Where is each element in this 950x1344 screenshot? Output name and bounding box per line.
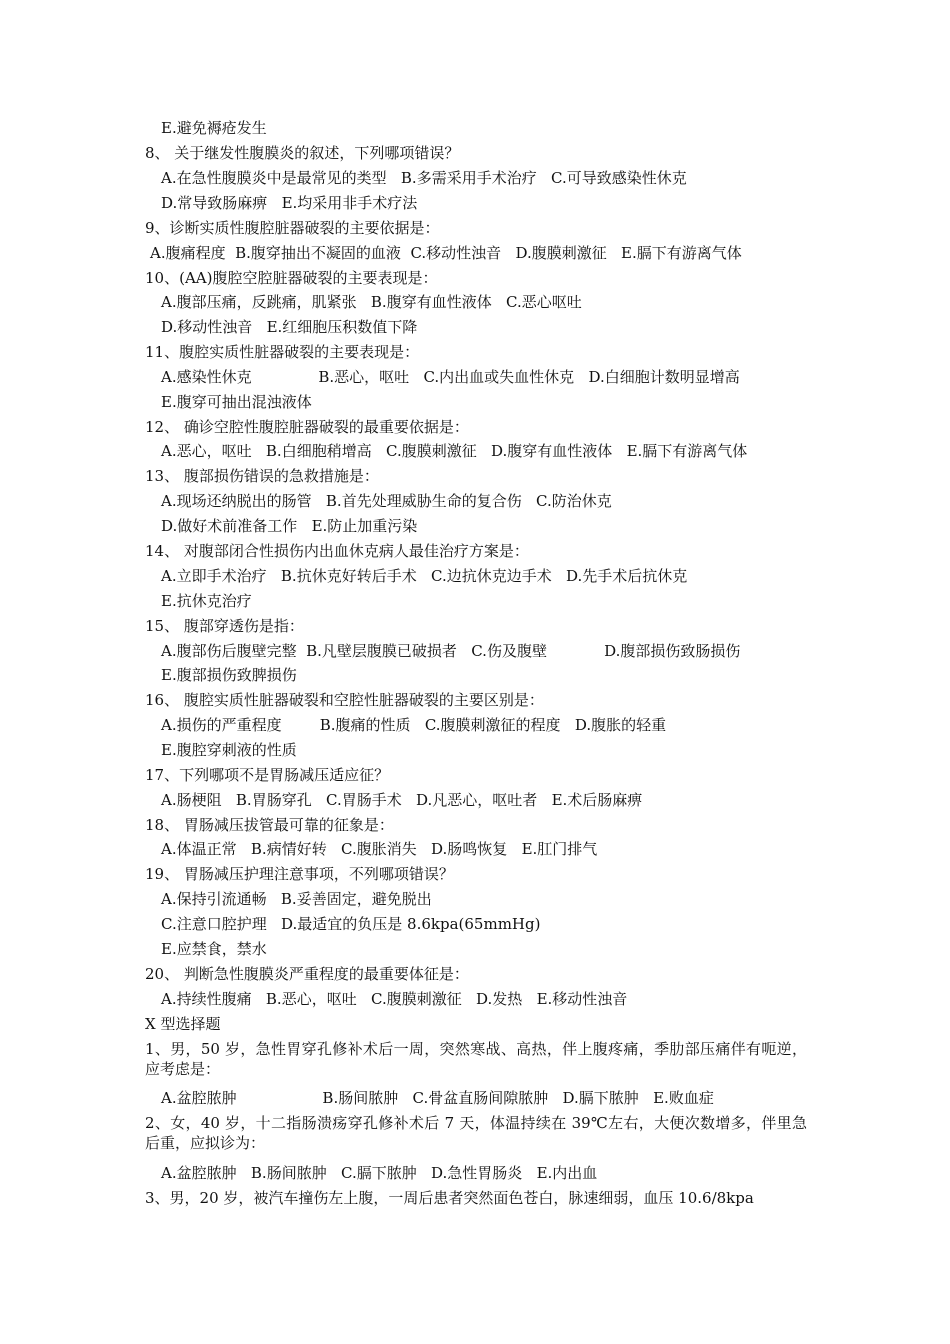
section-heading: X 型选择题	[145, 1015, 221, 1033]
option-line: E.抗休克治疗	[161, 592, 252, 610]
option-line: A.在急性腹膜炎中是最常见的类型 B.多需采用手术治疗 C.可导致感染性休克	[161, 169, 687, 187]
option-line: A.现场还纳脱出的肠管 B.首先处理威胁生命的复合伤 C.防治休克	[161, 492, 612, 510]
question-line: 8、 关于继发性腹膜炎的叙述，下列哪项错误？	[145, 144, 460, 162]
option-line: C.注意口腔护理 D.最适宜的负压是 8.6kpa(65mmHg)	[161, 915, 541, 933]
option-line: A.腹痛程度 B.腹穿抽出不凝固的血液 C.移动性浊音 D.腹膜刺激征 E.膈下有游离气体	[150, 244, 742, 262]
question-line: 10、(AA)腹腔空腔脏器破裂的主要表现是：	[145, 269, 438, 287]
question-line: 9、诊断实质性腹腔脏器破裂的主要依据是：	[145, 219, 440, 237]
option-line: A.立即手术治疗 B.抗休克好转后手术 C.边抗休克边手术 D.先手术后抗休克	[161, 567, 688, 585]
question-line: 3、男，20 岁，被汽车撞伤左上腹，一周后患者突然面色苍白，脉速细弱，血压 10.6/8kpa	[145, 1189, 754, 1207]
option-line: A.腹部伤后腹壁完整 B.凡壁层腹膜已破损者 C.伤及腹壁 D.腹部损伤致肠损伤	[161, 642, 741, 660]
question-line: 20、 判断急性腹膜炎严重程度的最重要体征是：	[145, 965, 469, 983]
option-line: A.保持引流通畅 B.妥善固定，避免脱出	[161, 890, 432, 908]
question-line: 15、 腹部穿透伤是指：	[145, 617, 304, 635]
option-line: A.肠梗阻 B.胃肠穿孔 C.胃肠手术 D.凡恶心，呕吐者 E.术后肠麻痹	[161, 791, 643, 809]
option-line: D.做好术前准备工作 E.防止加重污染	[161, 517, 418, 535]
question-line: 14、 对腹部闭合性损伤内出血休克病人最佳治疗方案是：	[145, 542, 529, 560]
question-line: 19、 胃肠减压护理注意事项，不列哪项错误？	[145, 865, 454, 883]
option-line: D.常导致肠麻痹 E.均采用非手术疗法	[161, 194, 418, 212]
option-line: D.移动性浊音 E.红细胞压积数值下降	[161, 318, 418, 336]
question-line: 13、 腹部损伤错误的急救措施是：	[145, 467, 379, 485]
option-line: E.腹腔穿刺液的性质	[161, 741, 297, 759]
question-line: 16、 腹腔实质性脏器破裂和空腔性脏器破裂的主要区别是：	[145, 691, 544, 709]
option-line: A.盆腔脓肿 B.肠间脓肿 C.骨盆直肠间隙脓肿 D.膈下脓肿 E.败血症	[161, 1089, 714, 1107]
option-line: A.盆腔脓肿 B.肠间脓肿 C.膈下脓肿 D.急性胃肠炎 E.内出血	[161, 1164, 598, 1182]
question-line: 17、下列哪项不是胃肠减压适应征？	[145, 766, 390, 784]
option-line: A.持续性腹痛 B.恶心，呕吐 C.腹膜刺激征 D.发热 E.移动性浊音	[161, 990, 628, 1008]
option-line: A.体温正常 B.病情好转 C.腹胀消失 D.肠鸣恢复 E.肛门排气	[161, 840, 598, 858]
text-line: E.避免褥疮发生	[161, 119, 267, 137]
option-line: A.损伤的严重程度 B.腹痛的性质 C.腹膜刺激征的程度 D.腹胀的轻重	[161, 716, 667, 734]
question-line: 11、腹腔实质性脏器破裂的主要表现是：	[145, 343, 420, 361]
option-line: A.腹部压痛，反跳痛，肌紧张 B.腹穿有血性液体 C.恶心呕吐	[161, 293, 582, 311]
question-paragraph: 1、男，50 岁，急性胃穿孔修补术后一周，突然寒战、高热，伴上腹疼痛，季肋部压痛伴有呃逆，应考虑是：	[145, 1040, 807, 1078]
option-line: E.腹穿可抽出混浊液体	[161, 393, 312, 411]
question-line: 18、 胃肠减压拔管最可靠的征象是：	[145, 816, 394, 834]
question-line: 12、 确诊空腔性腹腔脏器破裂的最重要依据是：	[145, 418, 469, 436]
question-paragraph: 2、女，40 岁，十二指肠溃疡穿孔修补术后 7 天，体温持续在 39℃左右，大便次数增多，伴里急后重，应拟诊为：	[145, 1114, 807, 1152]
option-line: E.应禁食，禁水	[161, 940, 267, 958]
option-line: A.恶心，呕吐 B.白细胞稍增高 C.腹膜刺激征 D.腹穿有血性液体 E.膈下有游离气体	[161, 442, 748, 460]
option-line: A.感染性休克 B.恶心，呕吐 C.内出血或失血性休克 D.白细胞计数明显增高	[161, 368, 740, 386]
option-line: E.腹部损伤致脾损伤	[161, 666, 297, 684]
